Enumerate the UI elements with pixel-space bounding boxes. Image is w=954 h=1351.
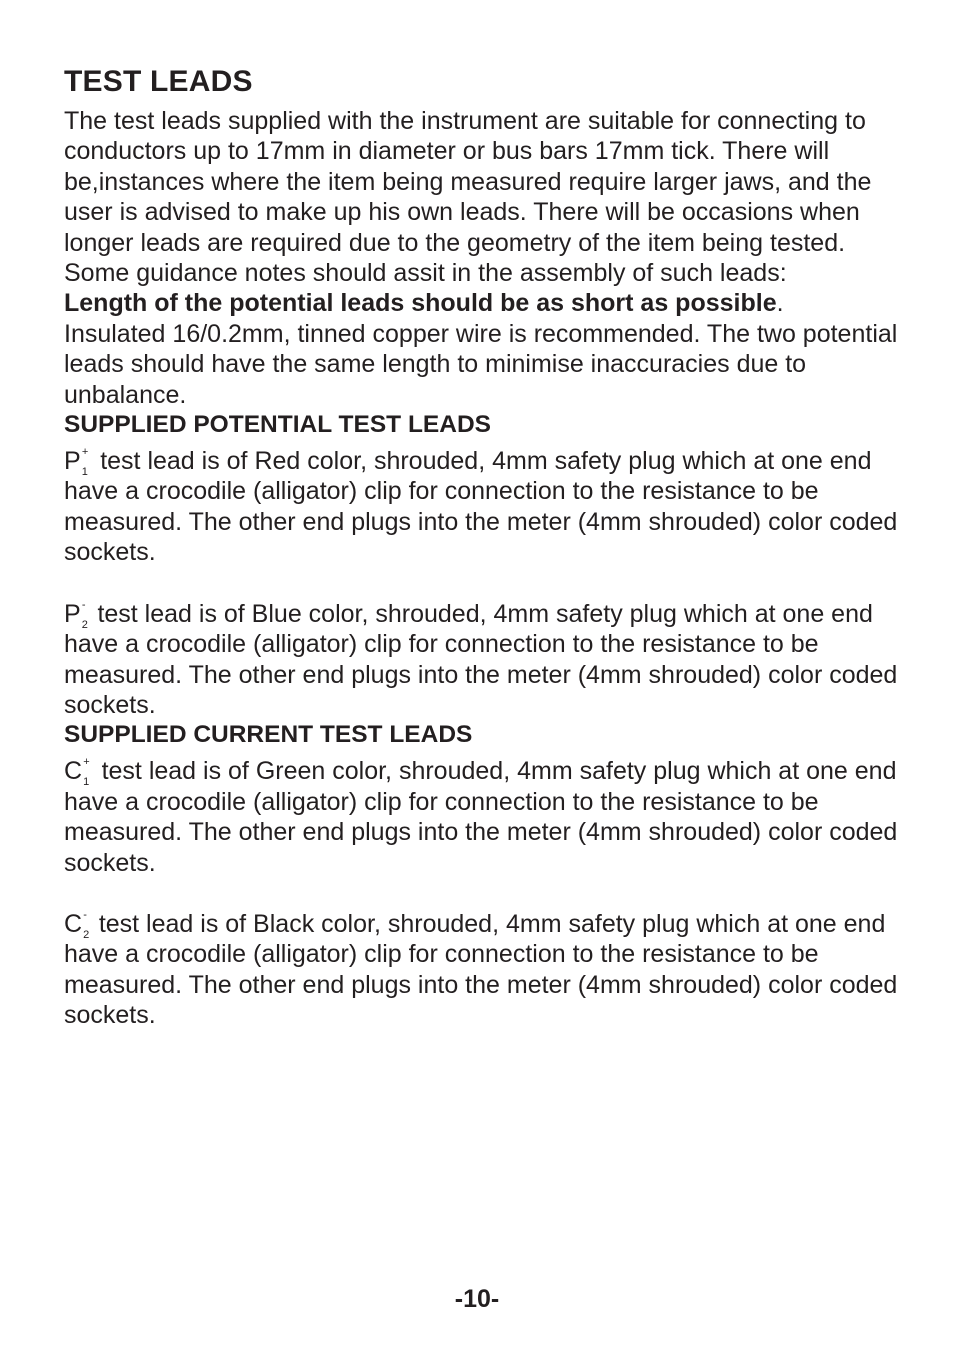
symbol-subscript: 2: [83, 928, 90, 941]
lead-description-c1: [64, 756, 904, 878]
lead-description-p1: [64, 446, 904, 568]
symbol-letter: P: [64, 447, 81, 476]
page-title: TEST LEADS: [64, 65, 253, 98]
lead-description-c2: [64, 909, 904, 1031]
symbol-superscript: -: [81, 598, 86, 611]
lead-text: test lead is of Black color, shrouded, 4mm safety plug which at one end have a crocodile (alligator) clip for connection to the resistance to be measured. The other end plugs into the meter (4mm shrouded) color coded sockets.: [64, 909, 898, 1030]
emphasis-period: .: [776, 289, 784, 318]
symbol-letter: C: [64, 757, 83, 786]
symbol-letter: C: [64, 909, 83, 938]
wire-recommendation-paragraph: Insulated 16/0.2mm, tinned copper wire is recommended. The two potential leads should have the same length to minimise inaccuracies due to unbalance.: [64, 319, 898, 409]
intro-emphasis-paragraph: [64, 288, 904, 318]
symbol-subscript: 2: [81, 618, 88, 631]
document-page: [64, 62, 904, 1031]
lead-symbol-p1: [64, 446, 93, 479]
lead-text: test lead is of Red color, shrouded, 4mm safety plug which at one end have a crocodile (alligator) clip for connection to the resistance to be measured. The other end plugs into the meter (4mm shrouded) color coded sockets.: [64, 447, 898, 567]
symbol-superscript: +: [83, 756, 90, 769]
page-number: -10-: [454, 1285, 500, 1313]
intro-paragraph: The test leads supplied with the instrument are suitable for connecting to conductors up to 17mm in diameter or bus bars 17mm tick. There will be,instances where the item being measured require larger jaws, and the user is advised to make up his own leads. There will be occasions when longer leads are required due to the geometry of the item being tested. Some guidance notes should assit in the assembly of such leads:: [64, 107, 872, 288]
symbol-superscript: -: [83, 908, 87, 921]
lead-text: test lead is of Green color, shrouded, 4mm safety plug which at one end have a crocodile (alligator) clip for connection to the resistance to be measured. The other end plugs into the meter (4mm shrouded) color coded sockets.: [64, 757, 898, 877]
potential-leads-heading: SUPPLIED POTENTIAL TEST LEADS: [64, 411, 491, 439]
lead-symbol-p2: [64, 599, 90, 629]
symbol-subscript: 1: [81, 466, 88, 479]
symbol-subscript: 1: [83, 776, 90, 789]
symbol-superscript: +: [81, 446, 89, 459]
lead-symbol-c2: [64, 909, 92, 939]
current-leads-heading: SUPPLIED CURRENT TEST LEADS: [64, 721, 473, 749]
lead-text: test lead is of Blue color, shrouded, 4mm safety plug which at one end have a crocodile (alligator) clip for connection to the resistance to be measured. The other end plugs into the meter (4mm shrouded) color coded sockets.: [64, 599, 898, 719]
symbol-letter: P: [64, 599, 81, 628]
emphasis-text: Length of the potential leads should be as short as possible: [64, 289, 777, 318]
lead-description-p2: [64, 599, 904, 721]
lead-symbol-c1: [64, 756, 95, 789]
